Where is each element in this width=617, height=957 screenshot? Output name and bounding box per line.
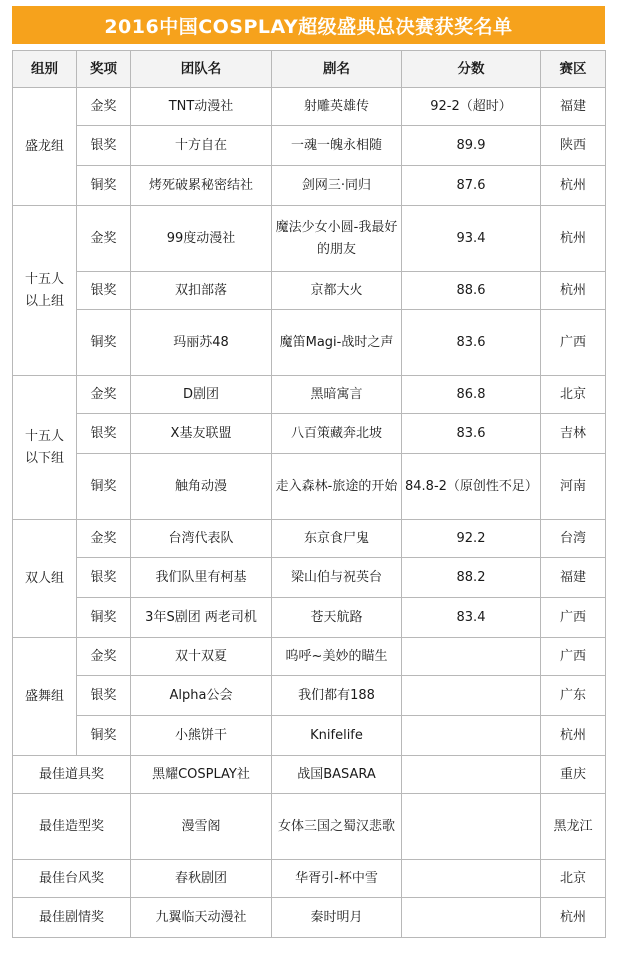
team-cell: 99度动漫社 bbox=[131, 206, 272, 272]
region-cell: 广西 bbox=[541, 310, 606, 376]
award-cell: 金奖 bbox=[77, 376, 131, 414]
score-cell: 88.2 bbox=[402, 558, 541, 598]
table-row bbox=[13, 88, 606, 126]
award-cell: 银奖 bbox=[77, 414, 131, 454]
group-name: 十五人以上组 bbox=[13, 206, 77, 376]
table-body bbox=[13, 88, 606, 938]
score-cell: 83.4 bbox=[402, 598, 541, 638]
team-cell: D剧团 bbox=[131, 376, 272, 414]
award-cell: 铜奖 bbox=[77, 310, 131, 376]
table-row bbox=[13, 860, 606, 898]
group-name: 盛舞组 bbox=[13, 638, 77, 756]
score-cell bbox=[402, 756, 541, 794]
region-cell: 广西 bbox=[541, 638, 606, 676]
award-cell: 银奖 bbox=[77, 676, 131, 716]
header-team: 团队名 bbox=[131, 51, 272, 88]
table-row bbox=[13, 310, 606, 376]
score-cell bbox=[402, 898, 541, 938]
play-cell: 魔笛Magi-战时之声 bbox=[272, 310, 402, 376]
team-cell: 3年S剧团 两老司机 bbox=[131, 598, 272, 638]
score-cell bbox=[402, 716, 541, 756]
team-cell: 双十双夏 bbox=[131, 638, 272, 676]
table-row bbox=[13, 598, 606, 638]
team-cell: X基友联盟 bbox=[131, 414, 272, 454]
team-cell: 台湾代表队 bbox=[131, 520, 272, 558]
special-award-cell: 最佳道具奖 bbox=[13, 756, 131, 794]
region-cell: 河南 bbox=[541, 454, 606, 520]
table-row bbox=[13, 794, 606, 860]
region-cell: 杭州 bbox=[541, 716, 606, 756]
table-row bbox=[13, 520, 606, 558]
region-cell: 北京 bbox=[541, 860, 606, 898]
region-cell: 杭州 bbox=[541, 206, 606, 272]
table-row bbox=[13, 638, 606, 676]
award-cell: 金奖 bbox=[77, 520, 131, 558]
team-cell: 十方自在 bbox=[131, 126, 272, 166]
table-row bbox=[13, 558, 606, 598]
table-row bbox=[13, 376, 606, 414]
award-cell: 金奖 bbox=[77, 206, 131, 272]
team-cell: 双扣部落 bbox=[131, 272, 272, 310]
play-cell: 女体三国之蜀汉悲歌 bbox=[272, 794, 402, 860]
score-cell: 83.6 bbox=[402, 310, 541, 376]
team-cell: 玛丽苏48 bbox=[131, 310, 272, 376]
special-award-cell: 最佳台风奖 bbox=[13, 860, 131, 898]
score-cell: 89.9 bbox=[402, 126, 541, 166]
play-cell: 梁山伯与祝英台 bbox=[272, 558, 402, 598]
team-cell: 春秋剧团 bbox=[131, 860, 272, 898]
header-play: 剧名 bbox=[272, 51, 402, 88]
play-cell: 京都大火 bbox=[272, 272, 402, 310]
play-cell: 呜呼~美妙的瞄生 bbox=[272, 638, 402, 676]
region-cell: 杭州 bbox=[541, 272, 606, 310]
table-row bbox=[13, 166, 606, 206]
region-cell: 吉林 bbox=[541, 414, 606, 454]
region-cell: 重庆 bbox=[541, 756, 606, 794]
table-row bbox=[13, 676, 606, 716]
award-cell: 铜奖 bbox=[77, 716, 131, 756]
team-cell: 触角动漫 bbox=[131, 454, 272, 520]
team-cell: 黑耀COSPLAY社 bbox=[131, 756, 272, 794]
group-name: 双人组 bbox=[13, 520, 77, 638]
play-cell: 我们都有188 bbox=[272, 676, 402, 716]
play-cell: 魔法少女小圆-我最好的朋友 bbox=[272, 206, 402, 272]
award-cell: 金奖 bbox=[77, 638, 131, 676]
special-award-cell: 最佳剧情奖 bbox=[13, 898, 131, 938]
team-cell: 烤死破累秘密结社 bbox=[131, 166, 272, 206]
team-cell: 漫雪阁 bbox=[131, 794, 272, 860]
region-cell: 福建 bbox=[541, 558, 606, 598]
award-cell: 铜奖 bbox=[77, 454, 131, 520]
play-cell: 一魂一魄永相随 bbox=[272, 126, 402, 166]
score-cell: 92-2（超时） bbox=[402, 88, 541, 126]
table-header-row bbox=[13, 51, 606, 88]
score-cell bbox=[402, 638, 541, 676]
award-cell: 铜奖 bbox=[77, 598, 131, 638]
score-cell: 88.6 bbox=[402, 272, 541, 310]
play-cell: 黑暗寓言 bbox=[272, 376, 402, 414]
play-cell: 秦时明月 bbox=[272, 898, 402, 938]
group-name: 盛龙组 bbox=[13, 88, 77, 206]
region-cell: 北京 bbox=[541, 376, 606, 414]
table-row bbox=[13, 272, 606, 310]
table-row bbox=[13, 756, 606, 794]
team-cell: 九翼临天动漫社 bbox=[131, 898, 272, 938]
team-cell: 我们队里有柯基 bbox=[131, 558, 272, 598]
award-cell: 银奖 bbox=[77, 126, 131, 166]
region-cell: 广东 bbox=[541, 676, 606, 716]
page-title: 2016中国COSPLAY超级盛典总决赛获奖名单 bbox=[12, 6, 605, 44]
region-cell: 杭州 bbox=[541, 166, 606, 206]
region-cell: 陕西 bbox=[541, 126, 606, 166]
group-name: 十五人以下组 bbox=[13, 376, 77, 520]
header-score: 分数 bbox=[402, 51, 541, 88]
table-row bbox=[13, 414, 606, 454]
results-table bbox=[12, 50, 606, 938]
award-cell: 铜奖 bbox=[77, 166, 131, 206]
header-region: 赛区 bbox=[541, 51, 606, 88]
table-row bbox=[13, 206, 606, 272]
region-cell: 黑龙江 bbox=[541, 794, 606, 860]
team-cell: 小熊饼干 bbox=[131, 716, 272, 756]
score-cell bbox=[402, 676, 541, 716]
score-cell bbox=[402, 794, 541, 860]
region-cell: 台湾 bbox=[541, 520, 606, 558]
play-cell: 射雕英雄传 bbox=[272, 88, 402, 126]
score-cell: 92.2 bbox=[402, 520, 541, 558]
award-cell: 金奖 bbox=[77, 88, 131, 126]
table-row bbox=[13, 716, 606, 756]
region-cell: 广西 bbox=[541, 598, 606, 638]
play-cell: 战国BASARA bbox=[272, 756, 402, 794]
header-award: 奖项 bbox=[77, 51, 131, 88]
team-cell: TNT动漫社 bbox=[131, 88, 272, 126]
score-cell: 84.8-2（原创性不足） bbox=[402, 454, 541, 520]
score-cell: 83.6 bbox=[402, 414, 541, 454]
score-cell: 87.6 bbox=[402, 166, 541, 206]
region-cell: 福建 bbox=[541, 88, 606, 126]
play-cell: 走入森林-旅途的开始 bbox=[272, 454, 402, 520]
team-cell: Alpha公会 bbox=[131, 676, 272, 716]
table-row bbox=[13, 898, 606, 938]
header-group: 组别 bbox=[13, 51, 77, 88]
play-cell: 苍天航路 bbox=[272, 598, 402, 638]
table-row bbox=[13, 454, 606, 520]
score-cell bbox=[402, 860, 541, 898]
play-cell: 八百策藏奔北坡 bbox=[272, 414, 402, 454]
play-cell: 东京食尸鬼 bbox=[272, 520, 402, 558]
special-award-cell: 最佳造型奖 bbox=[13, 794, 131, 860]
award-cell: 银奖 bbox=[77, 272, 131, 310]
score-cell: 93.4 bbox=[402, 206, 541, 272]
region-cell: 杭州 bbox=[541, 898, 606, 938]
table-row bbox=[13, 126, 606, 166]
award-cell: 银奖 bbox=[77, 558, 131, 598]
score-cell: 86.8 bbox=[402, 376, 541, 414]
play-cell: 剑网三·同归 bbox=[272, 166, 402, 206]
play-cell: Knifelife bbox=[272, 716, 402, 756]
play-cell: 华胥引-杯中雪 bbox=[272, 860, 402, 898]
